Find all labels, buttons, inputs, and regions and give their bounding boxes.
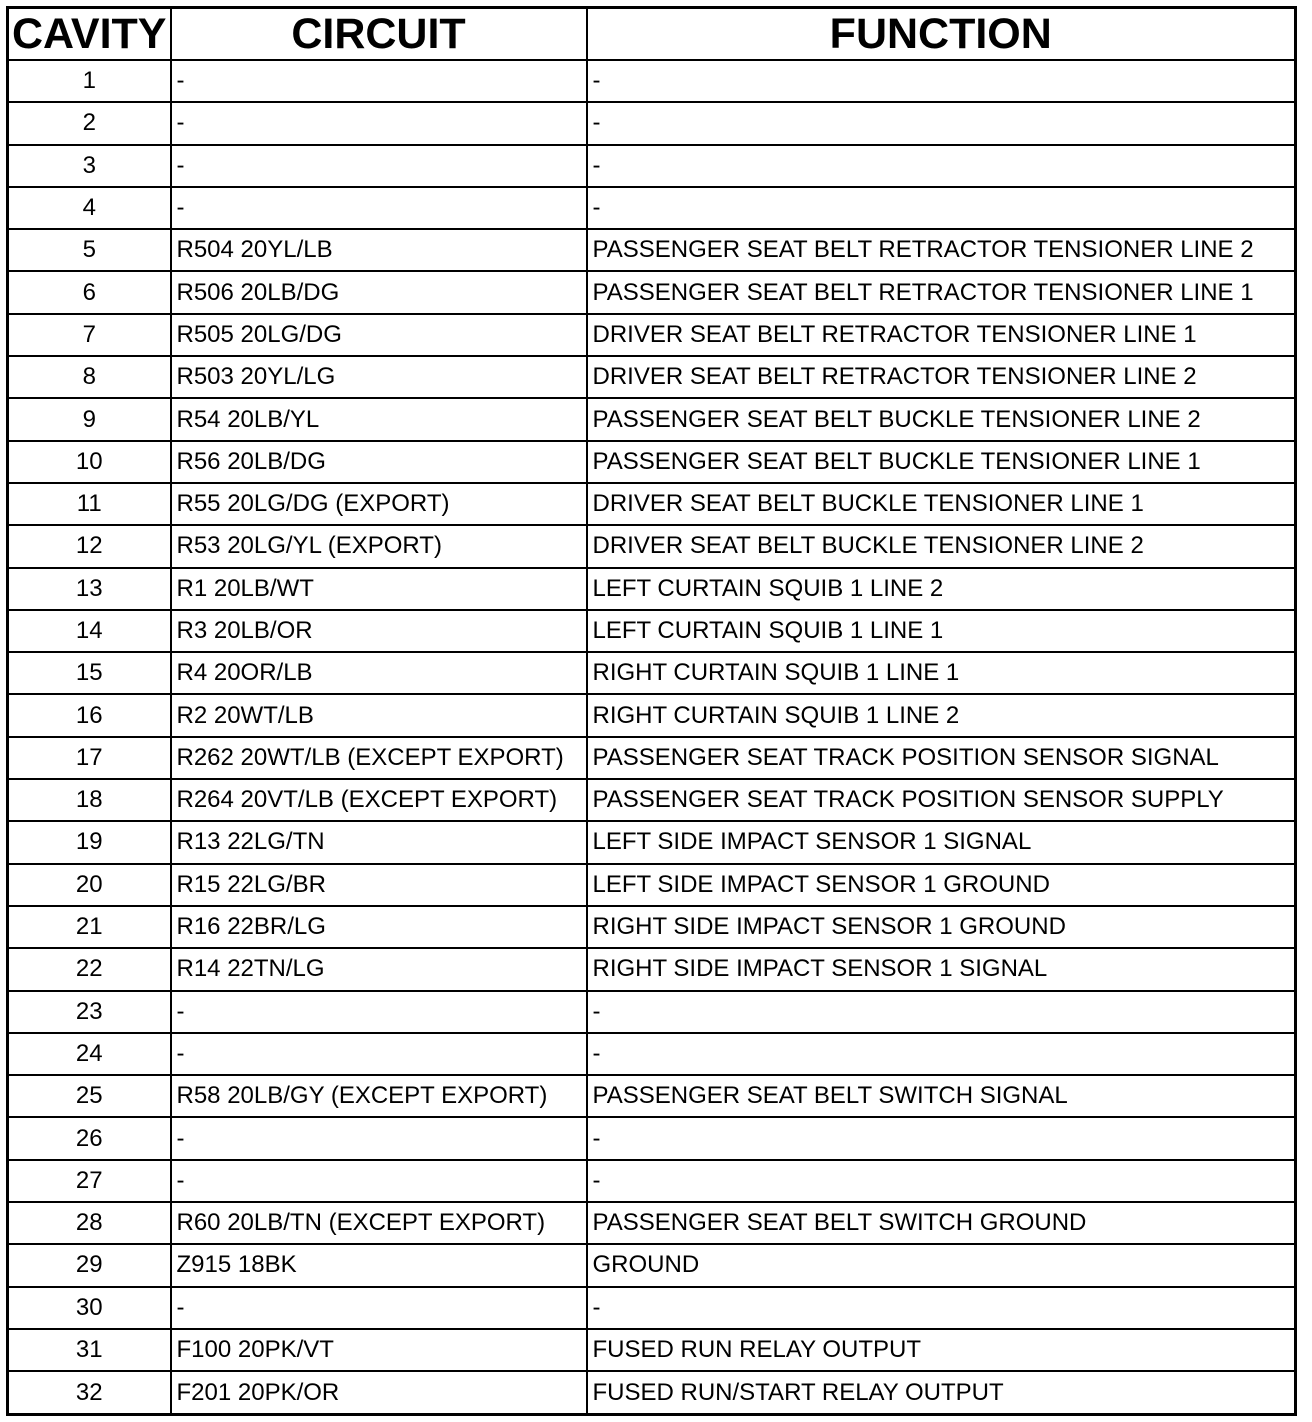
table-row bbox=[8, 483, 1296, 525]
table-row bbox=[8, 610, 1296, 652]
cavity-cell: 21 bbox=[8, 906, 171, 948]
circuit-cell: - bbox=[171, 102, 587, 144]
function-cell: DRIVER SEAT BELT BUCKLE TENSIONER LINE 1 bbox=[587, 483, 1296, 525]
function-cell: LEFT CURTAIN SQUIB 1 LINE 2 bbox=[587, 568, 1296, 610]
cavity-cell: 15 bbox=[8, 652, 171, 694]
cavity-cell: 7 bbox=[8, 314, 171, 356]
circuit-cell: R60 20LB/TN (EXCEPT EXPORT) bbox=[171, 1202, 587, 1244]
cavity-cell: 18 bbox=[8, 779, 171, 821]
circuit-cell: R55 20LG/DG (EXPORT) bbox=[171, 483, 587, 525]
cavity-cell: 12 bbox=[8, 525, 171, 567]
function-cell: - bbox=[587, 1287, 1296, 1329]
cavity-column-header: CAVITY bbox=[8, 8, 171, 61]
cavity-cell: 9 bbox=[8, 398, 171, 440]
connector-pinout-table bbox=[6, 6, 1297, 1416]
function-cell: RIGHT CURTAIN SQUIB 1 LINE 1 bbox=[587, 652, 1296, 694]
table-row bbox=[8, 441, 1296, 483]
cavity-cell: 5 bbox=[8, 229, 171, 271]
function-cell: PASSENGER SEAT TRACK POSITION SENSOR SIGNAL bbox=[587, 737, 1296, 779]
cavity-cell: 31 bbox=[8, 1329, 171, 1371]
function-cell: PASSENGER SEAT TRACK POSITION SENSOR SUPPLY bbox=[587, 779, 1296, 821]
circuit-cell: R58 20LB/GY (EXCEPT EXPORT) bbox=[171, 1075, 587, 1117]
circuit-cell: R4 20OR/LB bbox=[171, 652, 587, 694]
circuit-cell: - bbox=[171, 1287, 587, 1329]
cavity-cell: 17 bbox=[8, 737, 171, 779]
circuit-cell: R3 20LB/OR bbox=[171, 610, 587, 652]
cavity-cell: 25 bbox=[8, 1075, 171, 1117]
circuit-cell: - bbox=[171, 991, 587, 1033]
circuit-cell: R264 20VT/LB (EXCEPT EXPORT) bbox=[171, 779, 587, 821]
table-row bbox=[8, 779, 1296, 821]
circuit-cell: R54 20LB/YL bbox=[171, 398, 587, 440]
circuit-cell: R504 20YL/LB bbox=[171, 229, 587, 271]
function-cell: RIGHT SIDE IMPACT SENSOR 1 GROUND bbox=[587, 906, 1296, 948]
function-cell: - bbox=[587, 145, 1296, 187]
cavity-cell: 26 bbox=[8, 1117, 171, 1159]
table-row bbox=[8, 187, 1296, 229]
circuit-cell: R505 20LG/DG bbox=[171, 314, 587, 356]
cavity-cell: 20 bbox=[8, 864, 171, 906]
table-row bbox=[8, 102, 1296, 144]
function-cell: PASSENGER SEAT BELT RETRACTOR TENSIONER LINE 2 bbox=[587, 229, 1296, 271]
cavity-cell: 11 bbox=[8, 483, 171, 525]
function-column-header: FUNCTION bbox=[587, 8, 1296, 61]
table-row bbox=[8, 694, 1296, 736]
cavity-cell: 6 bbox=[8, 271, 171, 313]
table-row bbox=[8, 864, 1296, 906]
circuit-cell: - bbox=[171, 187, 587, 229]
table-row bbox=[8, 1244, 1296, 1286]
cavity-cell: 19 bbox=[8, 821, 171, 863]
cavity-cell: 1 bbox=[8, 60, 171, 102]
table-row bbox=[8, 948, 1296, 990]
table-row bbox=[8, 1371, 1296, 1414]
function-cell: LEFT SIDE IMPACT SENSOR 1 SIGNAL bbox=[587, 821, 1296, 863]
table-row bbox=[8, 568, 1296, 610]
header-row bbox=[8, 8, 1296, 61]
circuit-cell: - bbox=[171, 1033, 587, 1075]
function-cell: PASSENGER SEAT BELT BUCKLE TENSIONER LINE 2 bbox=[587, 398, 1296, 440]
table-row bbox=[8, 145, 1296, 187]
circuit-cell: R2 20WT/LB bbox=[171, 694, 587, 736]
table-row bbox=[8, 1075, 1296, 1117]
table-row bbox=[8, 1033, 1296, 1075]
function-cell: - bbox=[587, 991, 1296, 1033]
table-row bbox=[8, 398, 1296, 440]
cavity-cell: 30 bbox=[8, 1287, 171, 1329]
circuit-cell: R53 20LG/YL (EXPORT) bbox=[171, 525, 587, 567]
table-row bbox=[8, 356, 1296, 398]
function-cell: FUSED RUN/START RELAY OUTPUT bbox=[587, 1371, 1296, 1414]
circuit-cell: R15 22LG/BR bbox=[171, 864, 587, 906]
cavity-cell: 16 bbox=[8, 694, 171, 736]
table-row bbox=[8, 271, 1296, 313]
function-cell: GROUND bbox=[587, 1244, 1296, 1286]
function-cell: RIGHT CURTAIN SQUIB 1 LINE 2 bbox=[587, 694, 1296, 736]
function-cell: - bbox=[587, 1160, 1296, 1202]
table-row bbox=[8, 314, 1296, 356]
circuit-cell: - bbox=[171, 60, 587, 102]
table-row bbox=[8, 229, 1296, 271]
circuit-cell: R56 20LB/DG bbox=[171, 441, 587, 483]
cavity-cell: 14 bbox=[8, 610, 171, 652]
function-cell: LEFT SIDE IMPACT SENSOR 1 GROUND bbox=[587, 864, 1296, 906]
circuit-cell: R13 22LG/TN bbox=[171, 821, 587, 863]
table-body bbox=[8, 60, 1296, 1415]
table-row bbox=[8, 906, 1296, 948]
circuit-cell: R14 22TN/LG bbox=[171, 948, 587, 990]
table-row bbox=[8, 1287, 1296, 1329]
function-cell: DRIVER SEAT BELT RETRACTOR TENSIONER LINE 1 bbox=[587, 314, 1296, 356]
function-cell: DRIVER SEAT BELT BUCKLE TENSIONER LINE 2 bbox=[587, 525, 1296, 567]
function-cell: - bbox=[587, 1033, 1296, 1075]
function-cell: - bbox=[587, 187, 1296, 229]
table-row bbox=[8, 525, 1296, 567]
function-cell: - bbox=[587, 102, 1296, 144]
circuit-cell: - bbox=[171, 145, 587, 187]
circuit-cell: - bbox=[171, 1160, 587, 1202]
function-cell: LEFT CURTAIN SQUIB 1 LINE 1 bbox=[587, 610, 1296, 652]
table-row bbox=[8, 652, 1296, 694]
cavity-cell: 13 bbox=[8, 568, 171, 610]
circuit-cell: R262 20WT/LB (EXCEPT EXPORT) bbox=[171, 737, 587, 779]
table-row bbox=[8, 991, 1296, 1033]
table-row bbox=[8, 1329, 1296, 1371]
function-cell: PASSENGER SEAT BELT BUCKLE TENSIONER LINE 1 bbox=[587, 441, 1296, 483]
circuit-cell: - bbox=[171, 1117, 587, 1159]
circuit-cell: R16 22BR/LG bbox=[171, 906, 587, 948]
circuit-column-header: CIRCUIT bbox=[171, 8, 587, 61]
function-cell: DRIVER SEAT BELT RETRACTOR TENSIONER LINE 2 bbox=[587, 356, 1296, 398]
table-row bbox=[8, 1117, 1296, 1159]
cavity-cell: 4 bbox=[8, 187, 171, 229]
circuit-cell: F201 20PK/OR bbox=[171, 1371, 587, 1414]
function-cell: RIGHT SIDE IMPACT SENSOR 1 SIGNAL bbox=[587, 948, 1296, 990]
circuit-cell: R506 20LB/DG bbox=[171, 271, 587, 313]
cavity-cell: 28 bbox=[8, 1202, 171, 1244]
cavity-cell: 23 bbox=[8, 991, 171, 1033]
cavity-cell: 32 bbox=[8, 1371, 171, 1414]
cavity-cell: 3 bbox=[8, 145, 171, 187]
function-cell: PASSENGER SEAT BELT SWITCH GROUND bbox=[587, 1202, 1296, 1244]
circuit-cell: R503 20YL/LG bbox=[171, 356, 587, 398]
function-cell: PASSENGER SEAT BELT SWITCH SIGNAL bbox=[587, 1075, 1296, 1117]
circuit-cell: F100 20PK/VT bbox=[171, 1329, 587, 1371]
cavity-cell: 8 bbox=[8, 356, 171, 398]
function-cell: - bbox=[587, 1117, 1296, 1159]
cavity-cell: 22 bbox=[8, 948, 171, 990]
circuit-cell: R1 20LB/WT bbox=[171, 568, 587, 610]
table-row bbox=[8, 1202, 1296, 1244]
table-row bbox=[8, 1160, 1296, 1202]
table-row bbox=[8, 737, 1296, 779]
cavity-cell: 24 bbox=[8, 1033, 171, 1075]
cavity-cell: 29 bbox=[8, 1244, 171, 1286]
cavity-cell: 10 bbox=[8, 441, 171, 483]
table-row bbox=[8, 821, 1296, 863]
function-cell: FUSED RUN RELAY OUTPUT bbox=[587, 1329, 1296, 1371]
cavity-cell: 2 bbox=[8, 102, 171, 144]
circuit-cell: Z915 18BK bbox=[171, 1244, 587, 1286]
function-cell: - bbox=[587, 60, 1296, 102]
table-row bbox=[8, 60, 1296, 102]
cavity-cell: 27 bbox=[8, 1160, 171, 1202]
function-cell: PASSENGER SEAT BELT RETRACTOR TENSIONER LINE 1 bbox=[587, 271, 1296, 313]
